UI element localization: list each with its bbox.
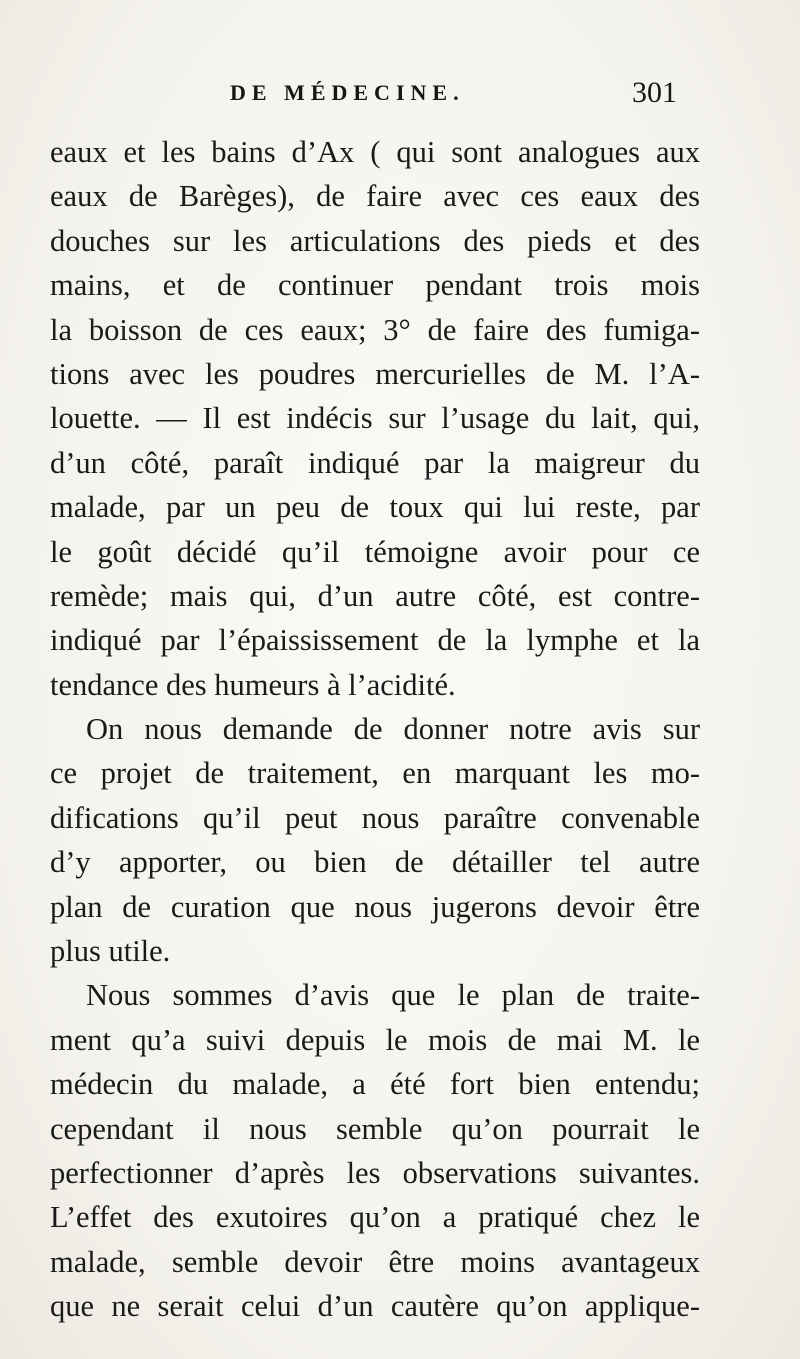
text-line: malade, semble devoir être moins avantageux — [50, 1244, 700, 1279]
text-line: cependant il nous semble qu’on pourrait le — [50, 1111, 700, 1146]
text-line: douches sur les articulations des pieds et des — [50, 223, 700, 258]
text-line: louette. — Il est indécis sur l’usage du lait, qui, — [50, 401, 700, 436]
text-line: la boisson de ces eaux; 3° de faire des fumiga- — [50, 312, 700, 347]
text-line: difications qu’il peut nous paraître convenable — [50, 800, 700, 835]
text-line: malade, par un peu de toux qui lui reste, par — [50, 490, 700, 525]
paragraph-end-line: tendance des humeurs à l’acidité. — [50, 667, 456, 702]
text-line: ce projet de traitement, en marquant les mo- — [50, 756, 700, 791]
text-line: d’y apporter, ou bien de détailler tel autre — [50, 845, 700, 880]
paragraph-start-line: On nous demande de donner notre avis sur — [86, 712, 700, 747]
text-line: le goût décidé qu’il témoigne avoir pour ce — [50, 534, 700, 569]
text-line: eaux et les bains d’Ax ( qui sont analogues aux — [50, 135, 700, 169]
text-line: remède; mais qui, d’un autre côté, est contre- — [50, 578, 700, 613]
text-line: perfectionner d’après les observations suivantes. — [50, 1155, 700, 1190]
text-line: L’effet des exutoires qu’on a pratiqué chez le — [50, 1200, 700, 1235]
text-line: indiqué par l’épaississement de la lymphe et la — [50, 623, 700, 658]
running-title: DE MÉDECINE. — [230, 80, 465, 105]
text-line: d’un côté, paraît indiqué par la maigreur du — [50, 445, 700, 480]
text-line: que ne serait celui d’un cautère qu’on applique- — [50, 1289, 700, 1324]
text-line: tions avec les poudres mercurielles de M. l’A- — [50, 356, 700, 391]
paragraph-end-line: plus utile. — [50, 934, 171, 969]
text-line: ment qu’a suivi depuis le mois de mai M. le — [50, 1022, 700, 1057]
page-number: 301 — [632, 76, 677, 109]
text-line: eaux de Barèges), de faire avec ces eaux des — [50, 179, 700, 214]
text-line: médecin du malade, a été fort bien entendu; — [50, 1067, 700, 1102]
paragraph-start-line: Nous sommes d’avis que le plan de traite- — [86, 978, 700, 1013]
text-line: mains, et de continuer pendant trois mois — [50, 268, 700, 303]
text-line: plan de curation que nous jugerons devoir être — [50, 889, 700, 924]
body-text — [50, 130, 700, 1329]
